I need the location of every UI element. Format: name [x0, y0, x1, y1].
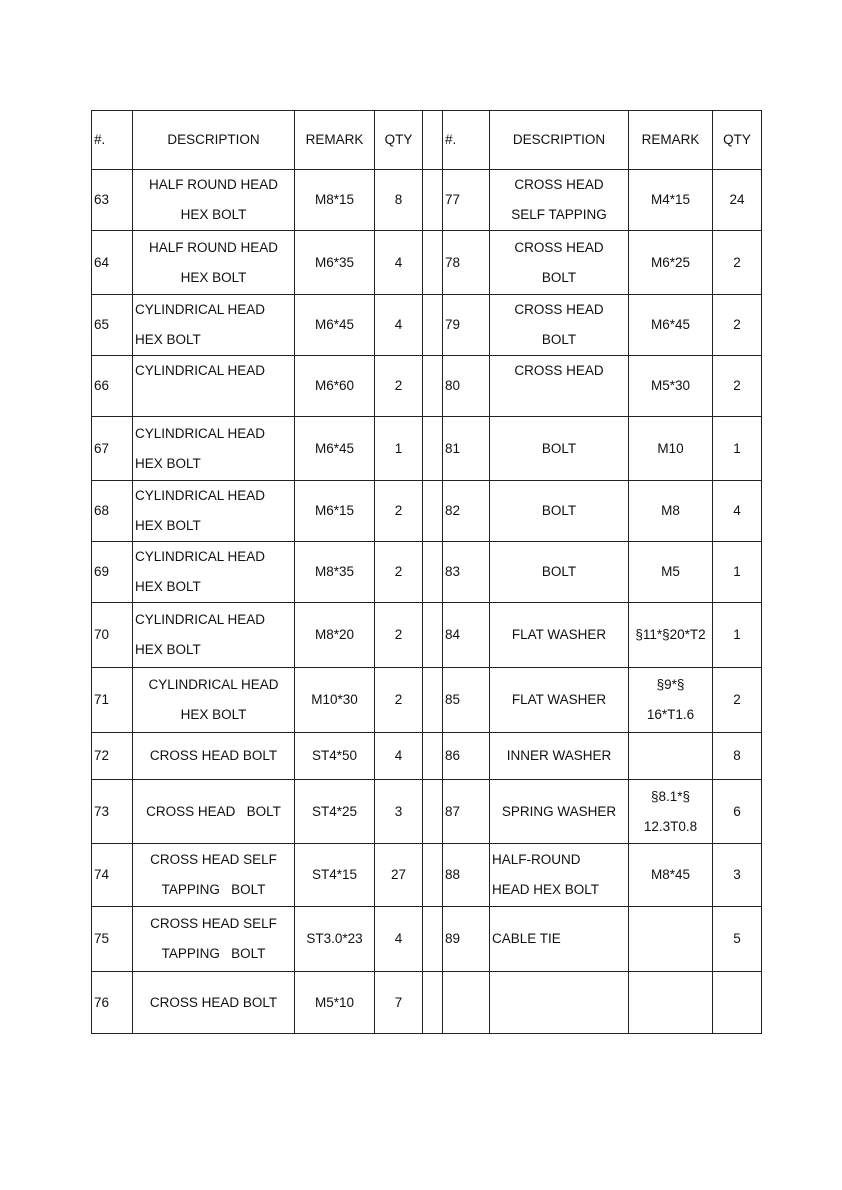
item-remark-line: §11*§20*T2: [635, 627, 706, 642]
item-description-line: HEX BOLT: [135, 518, 201, 533]
column-gap: [423, 668, 443, 733]
item-number: 68: [92, 481, 133, 542]
item-qty: 2: [375, 542, 423, 603]
column-gap: [423, 170, 443, 231]
item-description-line: SELF TAPPING: [511, 207, 607, 222]
item-qty: 24: [713, 170, 762, 231]
item-qty: 2: [375, 603, 423, 668]
item-number: 75: [92, 907, 133, 972]
item-number: 73: [92, 780, 133, 844]
table-row: [92, 170, 762, 231]
item-remark: [629, 603, 713, 668]
item-number: 78: [443, 231, 490, 295]
item-number: 74: [92, 844, 133, 907]
item-number: 87: [443, 780, 490, 844]
item-qty: 2: [713, 356, 762, 417]
item-qty: 2: [375, 668, 423, 733]
item-qty: 2: [713, 295, 762, 356]
item-remark-line: [631, 923, 710, 955]
item-remark: [629, 417, 713, 481]
item-number: 70: [92, 603, 133, 668]
item-qty: 1: [375, 417, 423, 481]
header-num-left: #.: [92, 111, 133, 170]
item-description-line: HEX BOLT: [135, 579, 201, 594]
item-description: [490, 780, 629, 844]
item-qty: 3: [375, 780, 423, 844]
item-description: [133, 356, 295, 417]
item-description-line: CROSS HEAD: [514, 177, 604, 192]
item-remark: [629, 170, 713, 231]
column-gap: [423, 780, 443, 844]
item-number: 84: [443, 603, 490, 668]
column-gap: [423, 231, 443, 295]
item-description: [133, 668, 295, 733]
item-description: [490, 295, 629, 356]
item-remark-line: [631, 740, 710, 772]
header-remark-left: REMARK: [295, 111, 375, 170]
item-number: 69: [92, 542, 133, 603]
item-description: [490, 844, 629, 907]
item-description-line: CYLINDRICAL HEAD: [135, 363, 266, 378]
item-qty: 1: [713, 603, 762, 668]
item-number: 82: [443, 481, 490, 542]
item-description-line: CABLE TIE: [492, 931, 561, 946]
item-qty: 4: [375, 907, 423, 972]
item-description: [133, 603, 295, 668]
table-row: [92, 844, 762, 907]
item-description-line: BOLT: [541, 332, 577, 347]
item-description-line: BOLT: [541, 440, 577, 456]
item-description-line: CROSS HEAD: [514, 302, 604, 317]
item-remark-line: M8*45: [650, 867, 691, 882]
item-remark: ST4*15: [295, 844, 375, 907]
item-remark-line: M8: [661, 503, 680, 518]
header-row: [92, 111, 762, 170]
item-description-line: HEAD HEX BOLT: [492, 882, 600, 897]
item-description-line: HEX BOLT: [180, 269, 247, 285]
item-remark: ST4*25: [295, 780, 375, 844]
item-remark: [629, 733, 713, 780]
item-number: 81: [443, 417, 490, 481]
item-remark-line: M6*45: [650, 317, 691, 332]
item-remark: [629, 542, 713, 603]
item-description-line: CROSS HEAD BOLT: [146, 803, 281, 819]
header-remark-right: REMARK: [629, 111, 713, 170]
item-description-line: HEX BOLT: [135, 455, 201, 471]
item-qty: 2: [375, 481, 423, 542]
item-qty: 4: [713, 481, 762, 542]
item-description-line: CROSS HEAD: [514, 363, 604, 378]
table-row: [92, 417, 762, 481]
table-row: [92, 780, 762, 844]
item-remark: [629, 231, 713, 295]
table-row: [92, 231, 762, 295]
item-remark-line: §8.1*§: [650, 788, 691, 804]
item-description-line: HALF ROUND HEAD: [148, 177, 278, 192]
item-description: [133, 844, 295, 907]
item-remark-line: M5*30: [650, 378, 691, 393]
item-number: 66: [92, 356, 133, 417]
item-remark-line: M10: [657, 440, 684, 456]
item-description: [133, 780, 295, 844]
item-remark-line: M4*15: [650, 192, 691, 207]
item-number: 80: [443, 356, 490, 417]
item-remark: M6*45: [295, 417, 375, 481]
item-description: [490, 417, 629, 481]
item-description: [490, 972, 629, 1034]
parts-list-sheet: [91, 110, 761, 1034]
table-row: [92, 668, 762, 733]
item-description: [490, 481, 629, 542]
item-description: [490, 733, 629, 780]
item-description: [133, 481, 295, 542]
item-description: [490, 907, 629, 972]
item-number: 88: [443, 844, 490, 907]
item-description: [133, 295, 295, 356]
item-description-line: TAPPING BOLT: [161, 946, 266, 961]
column-gap: [423, 295, 443, 356]
item-remark: ST4*50: [295, 733, 375, 780]
item-remark: [629, 780, 713, 844]
item-remark-line: 16*T1.6: [646, 707, 695, 722]
header-description-left: DESCRIPTION: [133, 111, 295, 170]
table-row: [92, 295, 762, 356]
item-description: [490, 542, 629, 603]
item-qty: 1: [713, 417, 762, 481]
item-remark: M6*15: [295, 481, 375, 542]
item-description-line: CROSS HEAD: [514, 239, 604, 255]
item-description-line: [492, 987, 626, 1019]
item-remark-line: M5: [661, 564, 680, 579]
item-description-line: [492, 386, 626, 416]
item-description: [490, 231, 629, 295]
item-number: 76: [92, 972, 133, 1034]
column-gap: [423, 542, 443, 603]
item-description: [133, 733, 295, 780]
item-remark: [629, 907, 713, 972]
item-number: 63: [92, 170, 133, 231]
column-gap: [423, 356, 443, 417]
item-description: [133, 417, 295, 481]
table-row: [92, 481, 762, 542]
item-description-line: HEX BOLT: [135, 642, 201, 657]
table-row: [92, 542, 762, 603]
item-description: [133, 231, 295, 295]
table-row: [92, 356, 762, 417]
item-number: 86: [443, 733, 490, 780]
item-qty: 2: [375, 356, 423, 417]
item-remark: M8*15: [295, 170, 375, 231]
item-remark: M6*60: [295, 356, 375, 417]
item-remark: [629, 295, 713, 356]
item-description: [133, 542, 295, 603]
item-qty: 5: [713, 907, 762, 972]
item-description-line: CYLINDRICAL HEAD: [135, 425, 266, 441]
item-description-line: HALF ROUND HEAD: [148, 239, 278, 255]
header-description-right: DESCRIPTION: [490, 111, 629, 170]
item-remark-line: 12.3T0.8: [643, 818, 698, 834]
header-num-right: #.: [443, 111, 490, 170]
table-row: [92, 733, 762, 780]
item-number: [443, 972, 490, 1034]
item-qty: 6: [713, 780, 762, 844]
item-description-line: BOLT: [541, 503, 577, 518]
item-remark: M8*20: [295, 603, 375, 668]
item-remark: ST3.0*23: [295, 907, 375, 972]
item-description-line: CYLINDRICAL HEAD: [135, 302, 266, 317]
table-row: [92, 603, 762, 668]
item-description-line: FLAT WASHER: [511, 692, 607, 707]
item-remark: [629, 481, 713, 542]
item-number: 85: [443, 668, 490, 733]
item-remark-line: §9*§: [656, 677, 685, 692]
column-gap: [423, 481, 443, 542]
column-gap: [423, 972, 443, 1034]
item-remark: M5*10: [295, 972, 375, 1034]
table-row: [92, 907, 762, 972]
item-description: [490, 356, 629, 417]
item-description-line: TAPPING BOLT: [161, 882, 266, 897]
item-remark: [629, 844, 713, 907]
item-qty: 2: [713, 231, 762, 295]
item-description-line: BOLT: [541, 269, 577, 285]
item-number: 65: [92, 295, 133, 356]
item-qty: [713, 972, 762, 1034]
item-number: 77: [443, 170, 490, 231]
item-description-line: BOLT: [541, 564, 577, 579]
column-gap: [423, 417, 443, 481]
item-remark: M10*30: [295, 668, 375, 733]
column-gap: [423, 733, 443, 780]
item-description: [490, 603, 629, 668]
item-number: 64: [92, 231, 133, 295]
item-description-line: CROSS HEAD SELF: [150, 852, 277, 867]
item-description-line: CYLINDRICAL HEAD: [135, 612, 266, 627]
item-description: [490, 170, 629, 231]
item-description-line: HEX BOLT: [135, 332, 201, 347]
item-number: 83: [443, 542, 490, 603]
item-remark: [629, 972, 713, 1034]
column-gap: [423, 603, 443, 668]
item-qty: 4: [375, 295, 423, 356]
item-qty: 27: [375, 844, 423, 907]
item-number: 89: [443, 907, 490, 972]
header-qty-right: QTY: [713, 111, 762, 170]
item-remark-line: M6*25: [650, 254, 691, 270]
item-remark-line: [631, 987, 710, 1019]
item-qty: 4: [375, 231, 423, 295]
item-description: [133, 170, 295, 231]
item-description: [133, 972, 295, 1034]
item-qty: 2: [713, 668, 762, 733]
item-qty: 3: [713, 844, 762, 907]
item-number: 67: [92, 417, 133, 481]
parts-table-body: [92, 111, 762, 1034]
item-description-line: CYLINDRICAL HEAD: [135, 488, 266, 503]
item-description: [490, 668, 629, 733]
item-description-line: CROSS HEAD BOLT: [149, 748, 278, 763]
item-qty: 7: [375, 972, 423, 1034]
item-description-line: SPRING WASHER: [501, 803, 617, 819]
item-remark: M8*35: [295, 542, 375, 603]
parts-table: [91, 110, 762, 1034]
item-description-line: CROSS HEAD BOLT: [149, 994, 278, 1010]
column-gap: [423, 844, 443, 907]
item-description: [133, 907, 295, 972]
item-number: 71: [92, 668, 133, 733]
item-description-line: CYLINDRICAL HEAD: [135, 549, 266, 564]
header-qty-left: QTY: [375, 111, 423, 170]
item-description-line: CROSS HEAD SELF: [150, 916, 277, 931]
item-description-line: CYLINDRICAL HEAD: [148, 677, 279, 692]
item-qty: 1: [713, 542, 762, 603]
table-row: [92, 972, 762, 1034]
item-description-line: HALF-ROUND: [492, 852, 581, 867]
item-remark: [629, 356, 713, 417]
item-description-line: HEX BOLT: [180, 207, 247, 222]
item-qty: 4: [375, 733, 423, 780]
item-number: 79: [443, 295, 490, 356]
item-description-line: FLAT WASHER: [511, 627, 607, 642]
item-description-line: HEX BOLT: [180, 707, 247, 722]
item-remark: M6*35: [295, 231, 375, 295]
item-qty: 8: [375, 170, 423, 231]
item-remark: M6*45: [295, 295, 375, 356]
item-number: 72: [92, 733, 133, 780]
column-gap: [423, 111, 443, 170]
item-description-line: INNER WASHER: [506, 748, 612, 763]
item-qty: 8: [713, 733, 762, 780]
item-description-line: [135, 386, 292, 416]
item-remark: [629, 668, 713, 733]
column-gap: [423, 907, 443, 972]
